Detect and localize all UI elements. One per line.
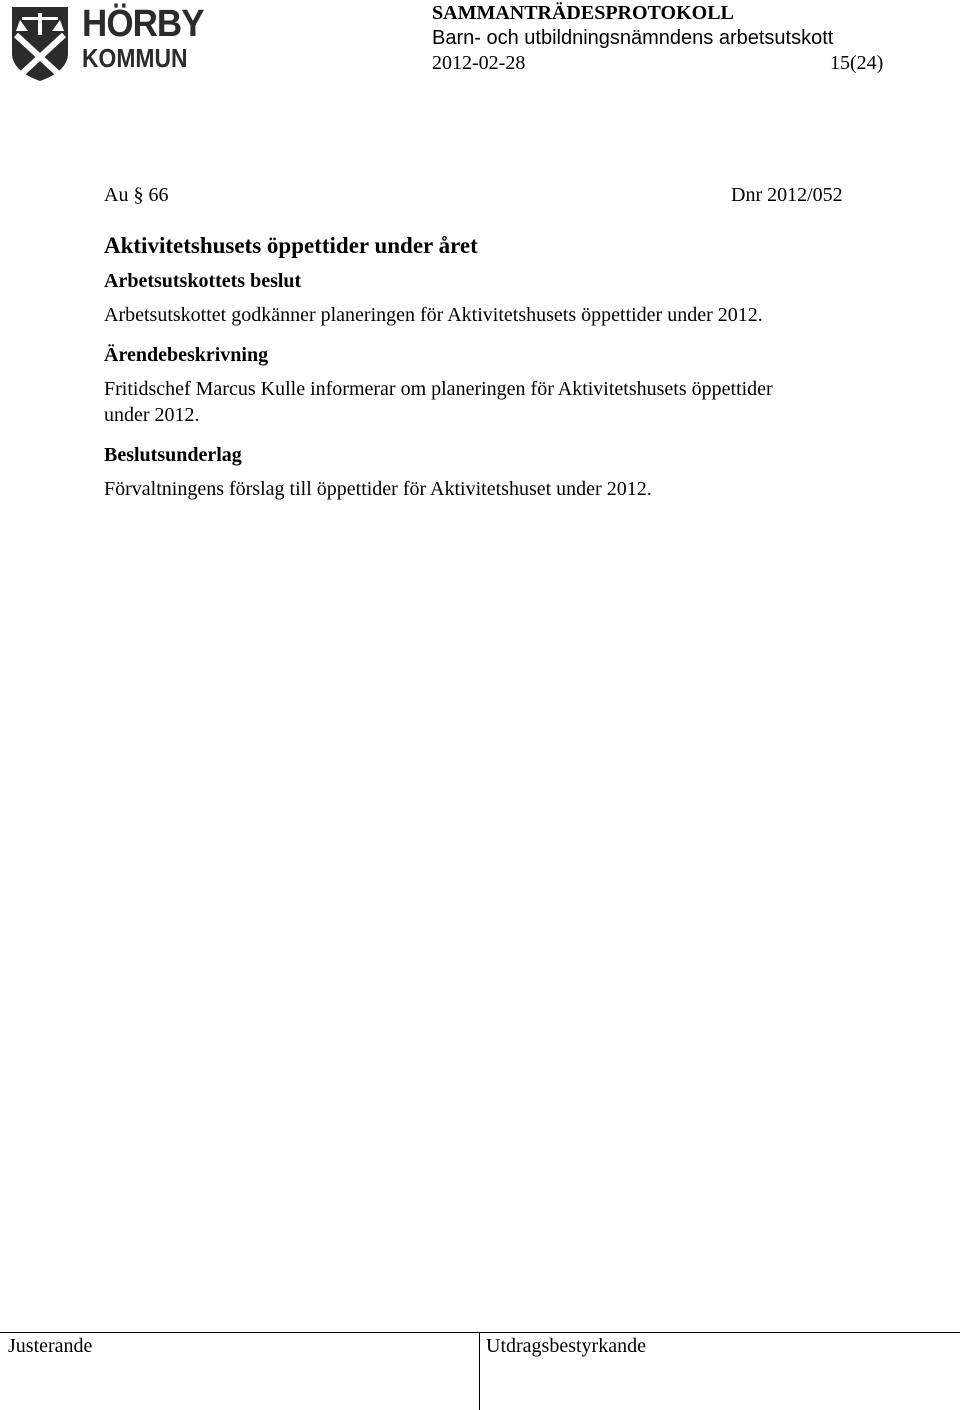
logo-wordmark-line1: HÖRBY: [82, 3, 204, 45]
meeting-date: 2012-02-28: [432, 52, 526, 74]
footer-adjuster-label: Justerande: [8, 1335, 93, 1357]
footer-certification-label: Utdragsbestyrkande: [486, 1335, 646, 1357]
coat-of-arms-icon: [10, 5, 70, 83]
document-title: SAMMANTRÄDESPROTOKOLL: [432, 2, 734, 24]
footer-divider: [479, 1332, 480, 1410]
section-heading-basis: Beslutsunderlag: [104, 444, 242, 466]
logo-wordmark-line2: KOMMUN: [82, 43, 188, 73]
case-content: [104, 232, 804, 516]
case-title: Aktivitetshusets öppettider under året: [104, 233, 478, 258]
page-number: 15(24): [830, 52, 884, 74]
case-number: Dnr 2012/052: [731, 184, 843, 206]
section-heading-description: Ärendebeskrivning: [104, 344, 269, 366]
section-heading-decision: Arbetsutskottets beslut: [104, 270, 302, 292]
section-text-decision: Arbetsutskottet godkänner planeringen för Aktivitetshusets öppettider under 2012.: [104, 304, 763, 326]
committee-name: Barn- och utbildningsnämndens arbetsutskott: [432, 27, 834, 49]
section-text-basis: Förvaltningens förslag till öppettider för Aktivitetshuset under 2012.: [104, 478, 652, 500]
section-text-description: Fritidschef Marcus Kulle informerar om planeringen för Aktivitetshusets öppettider under 2012.: [104, 378, 773, 426]
footer-rule: [0, 1332, 960, 1333]
paragraph-reference: Au § 66: [104, 184, 169, 206]
hörby-kommun-logo: [10, 3, 204, 85]
